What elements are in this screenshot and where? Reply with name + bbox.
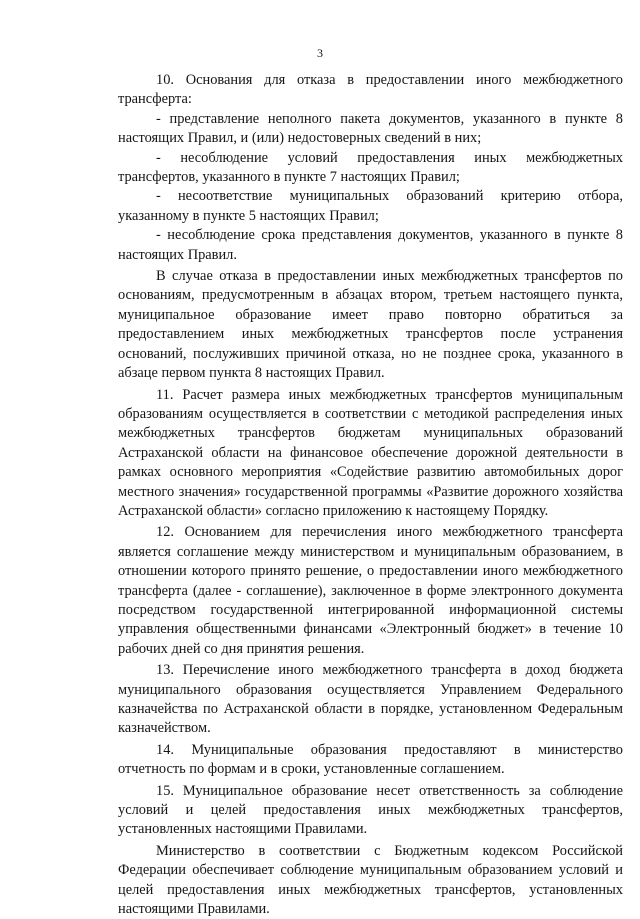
- paragraph-refusal-case: В случае отказа в предоставлении иных межбюджетных трансфертов по основаниям, предусмотренным в абзацах втором, третьем настоящего пункта, муниципальное образование имеет право повторно обратиться за предоставлением иных межбюджетных трансфертов после устранения оснований, послуживших причиной отказа, но не позднее срока, указанного в абзаце первом пункта 8 настоящих Правил.: [118, 268, 623, 382]
- paragraph-13: 13. Перечисление иного межбюджетного трансферта в доход бюджета муниципального образования осуществляется Управлением Федерального казначейства по Астраханской области в порядке, установленном Федеральным казначейством.: [118, 662, 623, 737]
- list-item-deadline-violation: - несоблюдение срока представления документов, указанного в пункте 8 настоящих Правил.: [118, 227, 623, 263]
- list-item-criteria-mismatch: - несоответствие муниципальных образований критерию отбора, указанному в пункте 5 настоящих Правил;: [118, 188, 623, 224]
- document-body: [118, 71, 623, 919]
- paragraph-11: 11. Расчет размера иных межбюджетных трансфертов муниципальным образованиям осуществляется в соответствии с методикой распределения иных межбюджетных трансфертов бюджетам муниципальных образований Астраханской области на финансовое обеспечение дорожной деятельности в рамках основного мероприятия «Содействие развитию автомобильных дорог местного значения» государственной программы «Развитие дорожного хозяйства Астраханской области» согласно приложению к настоящему Порядку.: [118, 386, 623, 519]
- paragraph-15: 15. Муниципальное образование несет ответственность за соблюдение условий и целей предоставления иных межбюджетных трансфертов, установленных настоящими Правилами.: [118, 782, 623, 838]
- list-item-conditions-violation: - несоблюдение условий предоставления иных межбюджетных трансфертов, указанного в пункте 7 настоящих Правил;: [118, 149, 623, 186]
- list-item-incomplete-documents: - представление неполного пакета документов, указанного в пункте 8 настоящих Правил, и (или) недостоверных сведений в них;: [118, 110, 623, 147]
- page-number: 3: [317, 46, 323, 60]
- paragraph-14: 14. Муниципальные образования предоставляют в министерство отчетность по формам и в сроки, установленные соглашением.: [118, 741, 623, 778]
- paragraph-ministry: Министерство в соответствии с Бюджетным кодексом Российской Федерации обеспечивает соблюдение муниципальным образованием условий и целей предоставления иных межбюджетных трансфертов, установленных настоящими Правилами.: [118, 842, 623, 918]
- paragraph-12: 12. Основанием для перечисления иного межбюджетного трансферта является соглашение между министерством и муниципальным образованием, в отношении которого принято решение, о предоставлении иного межбюджетного трансферта (далее - соглашение), заключенное в форме электронного документа посредством государственной интегрированной информационной системы управления общественными финансами «Электронный бюджет» в течение 10 рабочих дней со дня принятия решения.: [118, 524, 623, 657]
- paragraph-10-heading: 10. Основания для отказа в предоставлении иного межбюджетного трансферта:: [118, 72, 623, 108]
